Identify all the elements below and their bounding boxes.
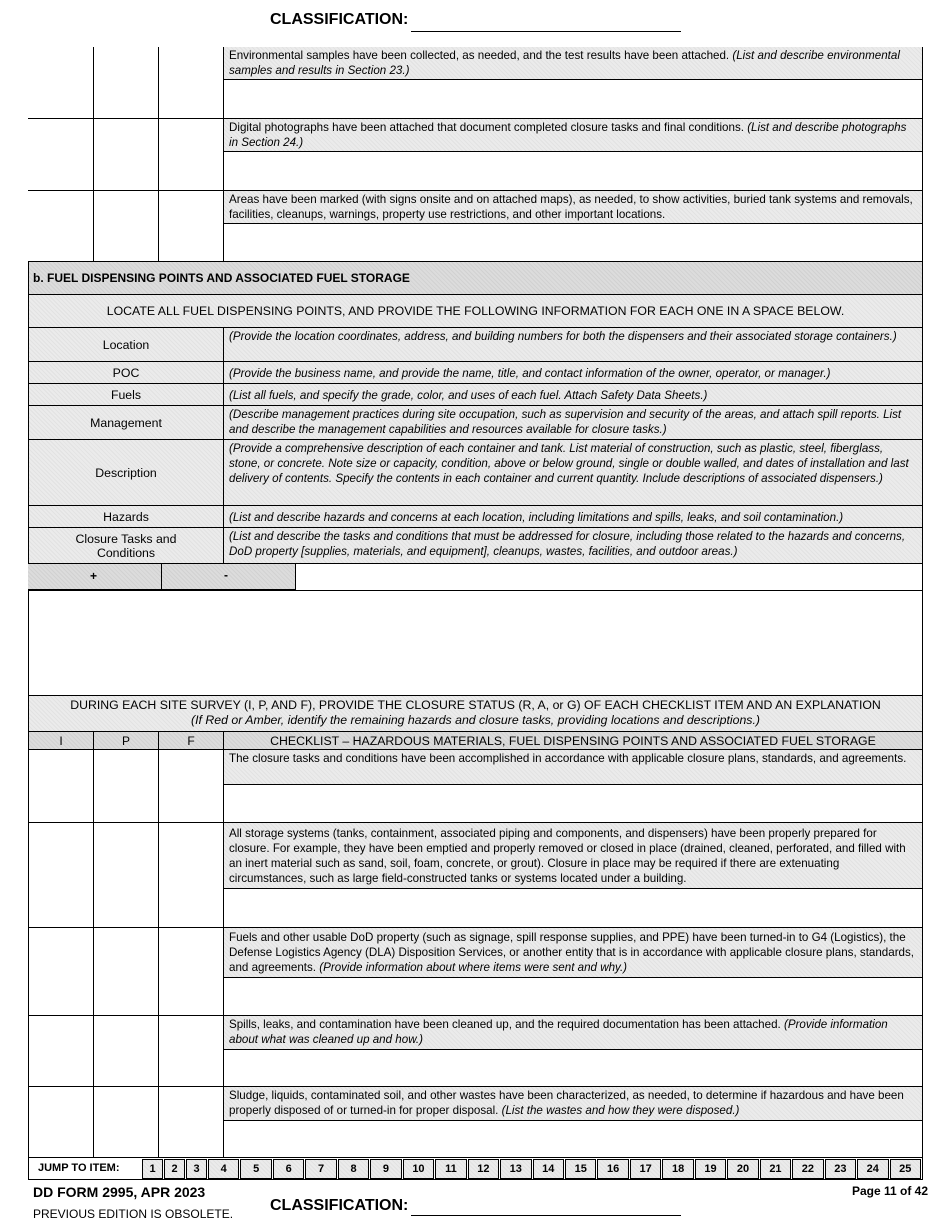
status-i-cell[interactable] <box>28 191 94 262</box>
jump-item-22[interactable]: 22 <box>792 1159 823 1179</box>
field-desc-location: (Provide the location coordinates, address, and building numbers for both the dispensers and their associated storage containers.) <box>224 328 923 362</box>
jump-item-11[interactable]: 11 <box>435 1159 466 1179</box>
jump-item-10[interactable]: 10 <box>403 1159 434 1179</box>
explanation-field[interactable] <box>224 1121 923 1158</box>
checklist-item-text: Sludge, liquids, contaminated soil, and other wastes have been characterized, as needed, to determine if hazardous and have been properly disposed of or turned-in for proper disposal. (List the wastes and how they were disposed.) <box>224 1087 923 1121</box>
explanation-field[interactable] <box>224 978 923 1016</box>
jump-item-6[interactable]: 6 <box>273 1159 304 1179</box>
jump-item-12[interactable]: 12 <box>468 1159 499 1179</box>
field-label-poc: POC <box>28 362 224 384</box>
survey-instruction-line2: (If Red or Amber, identify the remaining hazards and closure tasks, providing locations and descriptions.) <box>191 713 760 727</box>
status-p-cell[interactable] <box>94 47 159 119</box>
status-p-cell[interactable] <box>94 823 159 928</box>
jump-item-19[interactable]: 19 <box>695 1159 726 1179</box>
status-f-cell[interactable] <box>159 823 224 928</box>
column-header-p: P <box>94 732 159 750</box>
jump-item-1[interactable]: 1 <box>142 1159 163 1179</box>
status-f-cell[interactable] <box>159 1087 224 1158</box>
status-i-cell[interactable] <box>28 1087 94 1158</box>
jump-item-15[interactable]: 15 <box>565 1159 596 1179</box>
checklist-item-text: Areas have been marked (with signs onsite and on attached maps), as needed, to show activities, buried tank systems and removals, facilities, cleanups, warnings, property use restrictions, and other important locations. <box>224 191 922 224</box>
status-f-cell[interactable] <box>159 750 224 823</box>
jump-item-24[interactable]: 24 <box>857 1159 888 1179</box>
status-p-cell[interactable] <box>94 1016 159 1087</box>
checklist-item-text: All storage systems (tanks, containment, associated piping and components, and dispensers) have been properly prepared for closure. For example, they have been emptied and properly removed or closed in place (drained, cleaned, perforated, and filled with an inert material such as sand, soil, foam, concrete, or grout). Closure in place may be required if there are extenuating circumstances, such as large field-constructed tanks or systems located under a building. <box>224 823 923 889</box>
dispensing-point-entry-area[interactable] <box>28 591 923 696</box>
explanation-field[interactable] <box>224 224 922 262</box>
form-number: DD FORM 2995, APR 2023 <box>33 1184 206 1200</box>
explanation-field[interactable] <box>224 889 923 928</box>
jump-label: JUMP TO ITEM: <box>38 1162 120 1174</box>
field-desc-fuels: (List all fuels, and specify the grade, color, and uses of each fuel. Attach Safety Data Sheets.) <box>224 384 923 406</box>
status-f-cell[interactable] <box>159 191 224 262</box>
field-desc-poc: (Provide the business name, and provide the name, title, and contact information of the owner, operator, or manager.) <box>224 362 923 384</box>
jump-item-23[interactable]: 23 <box>825 1159 856 1179</box>
classification-label: CLASSIFICATION: <box>270 11 409 28</box>
status-i-cell[interactable] <box>28 47 94 119</box>
field-label-description: Description <box>28 440 224 506</box>
jump-item-9[interactable]: 9 <box>370 1159 401 1179</box>
status-i-cell[interactable] <box>28 823 94 928</box>
classification-label-footer: CLASSIFICATION: <box>270 1197 409 1214</box>
checklist-title: CHECKLIST – HAZARDOUS MATERIALS, FUEL DISPENSING POINTS AND ASSOCIATED FUEL STORAGE <box>224 732 923 750</box>
status-p-cell[interactable] <box>94 1087 159 1158</box>
jump-item-7[interactable]: 7 <box>305 1159 336 1179</box>
jump-item-3[interactable]: 3 <box>186 1159 207 1179</box>
status-f-cell[interactable] <box>159 47 224 119</box>
column-header-f: F <box>159 732 224 750</box>
status-i-cell[interactable] <box>28 1016 94 1087</box>
page-number: Page 11 of 42 <box>851 1184 928 1198</box>
add-entry-button[interactable]: + <box>28 564 162 590</box>
section-b-title: b. FUEL DISPENSING POINTS AND ASSOCIATED FUEL STORAGE <box>28 262 923 295</box>
field-label-location: Location <box>28 328 224 362</box>
field-label-hazards: Hazards <box>28 506 224 528</box>
jump-item-4[interactable]: 4 <box>208 1159 239 1179</box>
jump-item-13[interactable]: 13 <box>500 1159 531 1179</box>
jump-item-25[interactable]: 25 <box>890 1159 921 1179</box>
classification-field[interactable] <box>411 14 681 32</box>
obsolete-notice: PREVIOUS EDITION IS OBSOLETE. <box>33 1207 234 1221</box>
checklist-item-text: Spills, leaks, and contamination have been cleaned up, and the required documentation has been attached. (Provide information about what was cleaned up and how.) <box>224 1016 923 1050</box>
field-label-fuels: Fuels <box>28 384 224 406</box>
jump-item-17[interactable]: 17 <box>630 1159 661 1179</box>
jump-item-20[interactable]: 20 <box>727 1159 758 1179</box>
explanation-field[interactable] <box>224 1050 923 1087</box>
explanation-field[interactable] <box>224 785 923 823</box>
checklist-item-text: Fuels and other usable DoD property (such as signage, spill response supplies, and PPE) have been turned-in to G4 (Logistics), the Defense Logistics Agency (DLA) Disposition Services, or another entity that is in accordance with applicable closure plans, standards, and agreements. (Provide information about where items were sent and why.) <box>224 928 923 978</box>
jump-item-18[interactable]: 18 <box>662 1159 693 1179</box>
section-b-instruction: LOCATE ALL FUEL DISPENSING POINTS, AND PROVIDE THE FOLLOWING INFORMATION FOR EACH ONE IN A SPACE BELOW. <box>28 295 923 328</box>
status-f-cell[interactable] <box>159 1016 224 1087</box>
remove-entry-button[interactable]: - <box>162 564 296 590</box>
status-p-cell[interactable] <box>94 928 159 1016</box>
explanation-field[interactable] <box>224 80 922 119</box>
status-p-cell[interactable] <box>94 750 159 823</box>
classification-field-footer[interactable] <box>411 1198 681 1216</box>
checklist-item-text: Digital photographs have been attached that document completed closure tasks and final conditions. (List and describe photographs in Section 24.) <box>224 119 922 152</box>
field-label-management: Management <box>28 406 224 440</box>
field-desc-management: (Describe management practices during site occupation, such as supervision and security of the areas, and attach spill reports. List and describe the management capabilities and resources available for closure tasks.) <box>224 406 923 440</box>
field-desc-hazards: (List and describe hazards and concerns at each location, including limitations and spills, leaks, and soil contamination.) <box>224 506 923 528</box>
survey-instruction-line1: DURING EACH SITE SURVEY (I, P, AND F), PROVIDE THE CLOSURE STATUS (R, A, or G) OF EACH CHECKLIST ITEM AND AN EXPLANATION <box>70 698 881 712</box>
jump-item-14[interactable]: 14 <box>533 1159 564 1179</box>
jump-item-21[interactable]: 21 <box>760 1159 791 1179</box>
jump-item-16[interactable]: 16 <box>597 1159 628 1179</box>
status-f-cell[interactable] <box>159 928 224 1016</box>
jump-item-2[interactable]: 2 <box>164 1159 185 1179</box>
field-desc-closure-tasks: (List and describe the tasks and conditions that must be addressed for closure, including those related to the hazards and concerns, DoD property [supplies, materials, and equipment], cleanups, wastes, facilities, and outdoor areas.) <box>224 528 923 564</box>
survey-instruction <box>28 696 923 732</box>
checklist-item-text: The closure tasks and conditions have been accomplished in accordance with applicable closure plans, standards, and agreements. <box>224 750 923 785</box>
jump-item-5[interactable]: 5 <box>240 1159 271 1179</box>
status-i-cell[interactable] <box>28 750 94 823</box>
field-label-closure-tasks: Closure Tasks and Conditions <box>28 528 224 564</box>
checklist-item-text: Environmental samples have been collected, as needed, and the test results have been attached. (List and describe environmental samples and results in Section 23.) <box>224 47 922 80</box>
column-header-i: I <box>28 732 94 750</box>
status-f-cell[interactable] <box>159 119 224 191</box>
field-desc-description: (Provide a comprehensive description of each container and tank. List material of construction, such as plastic, steel, fiberglass, stone, or concrete. Note size or capacity, condition, above or below ground, single or double walled, and dates of installation and last delivery of contents. Specify the contents in each container and current quantity. Include descriptions of associated dispensers.) <box>224 440 923 506</box>
status-i-cell[interactable] <box>28 928 94 1016</box>
jump-item-8[interactable]: 8 <box>338 1159 369 1179</box>
status-i-cell[interactable] <box>28 119 94 191</box>
explanation-field[interactable] <box>224 152 922 191</box>
status-p-cell[interactable] <box>94 191 159 262</box>
status-p-cell[interactable] <box>94 119 159 191</box>
